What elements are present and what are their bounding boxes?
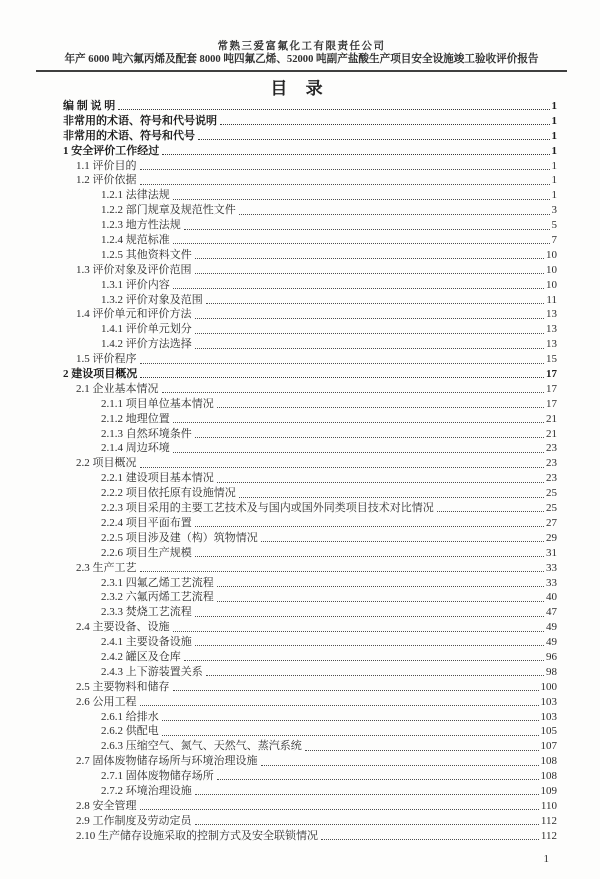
toc-entry-page-number: 107	[540, 740, 557, 753]
toc-entry	[63, 486, 557, 501]
toc-entry	[63, 769, 557, 784]
toc-entry-page-number: 23	[546, 472, 557, 485]
toc-entry-title: 2.1.3 自然环境条件	[101, 427, 192, 440]
toc-entry	[63, 263, 557, 278]
toc-entry-title: 2.7.2 环境治理设施	[101, 784, 192, 797]
toc-entry	[63, 635, 557, 650]
toc-list	[63, 99, 557, 844]
toc-entry-page-number: 5	[551, 219, 557, 232]
toc-entry	[63, 159, 557, 174]
toc-entry	[63, 337, 557, 352]
toc-entry-title: 2.4.2 罐区及仓库	[101, 650, 181, 663]
toc-entry-title: 2.7 固体废物储存场所与环境治理设施	[76, 755, 258, 768]
toc-entry	[63, 129, 557, 144]
toc-dot-leader	[173, 288, 544, 289]
toc-entry-title: 2.3.1 四氟乙烯工艺流程	[101, 576, 214, 589]
toc-dot-leader	[198, 139, 550, 140]
toc-entry-title: 2.1.2 地理位置	[101, 412, 170, 425]
toc-entry-title: 非常用的术语、符号和代号	[63, 129, 195, 142]
toc-entry-title: 2.3.3 焚烧工艺流程	[101, 606, 192, 619]
toc-entry	[63, 814, 557, 829]
toc-entry-page-number: 47	[546, 606, 557, 619]
toc-entry-page-number: 31	[546, 546, 557, 559]
toc-entry	[63, 427, 557, 442]
page-number: 1	[543, 853, 549, 865]
toc-entry-title: 2.6.2 供配电	[101, 725, 159, 738]
toc-entry-page-number: 25	[546, 487, 557, 500]
toc-entry	[63, 99, 557, 114]
toc-entry-page-number: 23	[546, 442, 557, 455]
toc-entry	[63, 531, 557, 546]
toc-entry	[63, 278, 557, 293]
toc-entry	[63, 710, 557, 725]
toc-entry-page-number: 40	[546, 591, 557, 604]
toc-dot-leader	[206, 675, 544, 676]
toc-entry-page-number: 11	[546, 293, 557, 306]
toc-entry-page-number: 29	[546, 531, 557, 544]
toc-dot-leader	[173, 243, 550, 244]
toc-entry-title: 2.7.1 固体废物储存场所	[101, 770, 214, 783]
toc-entry-page-number: 109	[540, 784, 557, 797]
toc-dot-leader	[140, 377, 544, 378]
toc-dot-leader	[217, 601, 544, 602]
toc-entry-page-number: 98	[546, 665, 557, 678]
toc-dot-leader	[321, 839, 539, 840]
toc-entry-page-number: 112	[540, 814, 557, 827]
toc-dot-leader	[261, 765, 539, 766]
toc-entry-page-number: 3	[551, 204, 557, 217]
toc-entry	[63, 605, 557, 620]
toc-entry	[63, 680, 557, 695]
toc-entry-title: 1.2.2 部门规章及规范性文件	[101, 204, 236, 217]
toc-entry	[63, 352, 557, 367]
toc-entry-page-number: 96	[546, 650, 557, 663]
toc-entry-title: 2.2.4 项目平面布置	[101, 516, 192, 529]
toc-dot-leader	[195, 526, 544, 527]
toc-entry-title: 2.6.1 给排水	[101, 710, 159, 723]
toc-entry-title: 非常用的术语、符号和代号说明	[63, 114, 217, 127]
toc-entry	[63, 188, 557, 203]
toc-dot-leader	[184, 660, 544, 661]
toc-entry-page-number: 33	[546, 576, 557, 589]
toc-entry	[63, 218, 557, 233]
toc-entry-title: 1.1 评价目的	[76, 159, 137, 172]
toc-entry	[63, 620, 557, 635]
toc-dot-leader	[173, 452, 544, 453]
toc-entry-title: 1.3.2 评价对象及范围	[101, 293, 203, 306]
toc-entry	[63, 799, 557, 814]
toc-entry	[63, 546, 557, 561]
toc-entry	[63, 590, 557, 605]
toc-dot-leader	[217, 407, 544, 408]
toc-dot-leader	[195, 437, 544, 438]
toc-entry-page-number: 27	[546, 516, 557, 529]
toc-dot-leader	[173, 631, 545, 632]
toc-entry-title: 2.4.1 主要设备设施	[101, 636, 192, 649]
toc-dot-leader	[195, 348, 544, 349]
toc-entry	[63, 382, 557, 397]
toc-entry-page-number: 10	[546, 278, 557, 291]
toc-entry-title: 1.3.1 评价内容	[101, 278, 170, 291]
toc-entry-page-number: 100	[540, 680, 557, 693]
toc-entry	[63, 739, 557, 754]
toc-entry-page-number: 103	[540, 695, 557, 708]
toc-entry	[63, 501, 557, 516]
toc-dot-leader	[162, 392, 545, 393]
toc-entry	[63, 173, 557, 188]
toc-entry-title: 2.2 项目概况	[76, 457, 137, 470]
toc-entry-title: 2.10 生产储存设施采取的控制方式及安全联锁情况	[76, 829, 318, 842]
toc-entry-page-number: 1	[551, 114, 557, 127]
toc-entry	[63, 412, 557, 427]
toc-dot-leader	[305, 750, 539, 751]
toc-dot-leader	[195, 318, 545, 319]
header-company-name: 常熟三爱富氟化工有限责任公司	[217, 41, 386, 52]
toc-entry	[63, 322, 557, 337]
toc-entry-title: 1.4.2 评价方法选择	[101, 338, 192, 351]
toc-entry-title: 1.4.1 评价单元划分	[101, 323, 192, 336]
toc-entry-page-number: 33	[546, 561, 557, 574]
toc-entry-title: 2.2.6 项目生产规模	[101, 546, 192, 559]
toc-entry-title: 2.3.2 六氟丙烯工艺流程	[101, 591, 214, 604]
toc-entry-title: 2.1.1 项目单位基本情况	[101, 397, 214, 410]
toc-entry-title: 1.2.3 地方性法规	[101, 219, 181, 232]
toc-dot-leader	[195, 556, 544, 557]
toc-entry-page-number: 110	[540, 799, 557, 812]
toc-dot-leader	[239, 214, 550, 215]
toc-entry	[63, 233, 557, 248]
toc-dot-leader	[195, 824, 539, 825]
toc-entry	[63, 754, 557, 769]
toc-entry-title: 1.2.4 规范标准	[101, 234, 170, 247]
toc-entry-page-number: 1	[551, 100, 557, 112]
toc-entry-page-number: 21	[546, 412, 557, 425]
toc-dot-leader	[195, 794, 539, 795]
toc-entry-page-number: 17	[546, 382, 557, 395]
toc-entry-page-number: 108	[540, 770, 557, 783]
toc-entry	[63, 203, 557, 218]
toc-entry-title: 2.2.2 项目依托原有设施情况	[101, 487, 236, 500]
toc-entry-page-number: 112	[540, 829, 557, 842]
toc-entry-title: 1.2.1 法律法规	[101, 189, 170, 202]
toc-entry-title: 2.6.3 压缩空气、氮气、天然气、蒸汽系统	[101, 740, 302, 753]
toc-dot-leader	[195, 645, 544, 646]
toc-entry-title: 1 安全评价工作经过	[63, 144, 160, 157]
toc-entry-page-number: 1	[551, 189, 557, 202]
toc-entry	[63, 367, 557, 382]
toc-dot-leader	[140, 467, 545, 468]
toc-entry	[63, 784, 557, 799]
toc-entry-title: 2.4 主要设备、设施	[76, 621, 170, 634]
toc-dot-leader	[140, 705, 539, 706]
toc-dot-leader	[140, 571, 545, 572]
toc-entry-page-number: 10	[546, 263, 557, 276]
toc-entry-page-number: 15	[546, 353, 557, 366]
toc-entry-page-number: 21	[546, 427, 557, 440]
toc-dot-leader	[173, 690, 539, 691]
toc-dot-leader	[217, 482, 544, 483]
toc-entry-page-number: 103	[540, 710, 557, 723]
toc-entry-title: 2.3 生产工艺	[76, 561, 137, 574]
toc-dot-leader	[217, 779, 539, 780]
toc-entry	[63, 829, 557, 844]
toc-entry-page-number: 49	[546, 621, 557, 634]
toc-dot-leader	[140, 363, 545, 364]
toc-entry-page-number: 13	[546, 338, 557, 351]
toc-entry-title: 2.9 工作制度及劳动定员	[76, 814, 192, 827]
toc-entry-page-number: 1	[551, 159, 557, 172]
toc-dot-leader	[195, 616, 544, 617]
toc-entry-page-number: 25	[546, 502, 557, 515]
toc-dot-leader	[173, 199, 550, 200]
toc-dot-leader	[217, 586, 544, 587]
toc-entry-page-number: 13	[546, 308, 557, 321]
toc-entry	[63, 516, 557, 531]
toc-dot-leader	[220, 124, 550, 125]
toc-dot-leader	[195, 258, 544, 259]
toc-entry-title: 1.3 评价对象及评价范围	[76, 263, 192, 276]
toc-entry-page-number: 105	[540, 725, 557, 738]
toc-dot-leader	[239, 497, 544, 498]
toc-entry-title: 编 制 说 明	[63, 100, 116, 112]
toc-dot-leader	[162, 735, 539, 736]
toc-entry	[63, 561, 557, 576]
toc-entry-title: 2.8 安全管理	[76, 799, 137, 812]
toc-entry	[63, 471, 557, 486]
toc-entry-title: 2.1 企业基本情况	[76, 382, 159, 395]
toc-entry	[63, 695, 557, 710]
toc-entry-page-number: 17	[546, 368, 557, 381]
toc-entry-page-number: 13	[546, 323, 557, 336]
toc-entry-page-number: 17	[546, 397, 557, 410]
toc-entry-page-number: 23	[546, 457, 557, 470]
toc-dot-leader	[184, 229, 550, 230]
toc-entry	[63, 293, 557, 308]
toc-entry-title: 2.2.5 项目涉及建（构）筑物情况	[101, 531, 258, 544]
toc-entry-page-number: 10	[546, 248, 557, 261]
toc-entry	[63, 144, 557, 159]
toc-entry	[63, 114, 557, 129]
toc-entry-title: 1.5 评价程序	[76, 353, 137, 366]
toc-dot-leader	[195, 273, 545, 274]
toc-dot-leader	[140, 169, 550, 170]
toc-dot-leader	[162, 154, 549, 155]
toc-entry	[63, 248, 557, 263]
toc-dot-leader	[140, 809, 539, 810]
toc-dot-leader	[118, 109, 549, 110]
toc-dot-leader	[437, 511, 544, 512]
toc-entry-page-number: 1	[551, 174, 557, 187]
toc-entry-title: 2.4.3 上下游装置关系	[101, 665, 203, 678]
toc-entry	[63, 576, 557, 591]
toc-entry-page-number: 1	[551, 144, 557, 157]
header-report-title: 年产 6000 吨六氟丙烯及配套 8000 吨四氟乙烯、52000 吨副产盐酸生产项目安全设施竣工验收评价报告	[64, 54, 539, 65]
toc-entry-title: 2.1.4 周边环境	[101, 442, 170, 455]
toc-entry	[63, 397, 557, 412]
toc-entry-title: 2.6 公用工程	[76, 695, 137, 708]
toc-dot-leader	[261, 541, 544, 542]
toc-entry-page-number: 49	[546, 636, 557, 649]
toc-entry-title: 2.5 主要物料和储存	[76, 680, 170, 693]
document-header	[36, 40, 567, 72]
toc-entry	[63, 456, 557, 471]
toc-entry-title: 1.4 评价单元和评价方法	[76, 308, 192, 321]
toc-dot-leader	[195, 333, 544, 334]
toc-entry-page-number: 7	[551, 234, 557, 247]
toc-entry-page-number: 1	[551, 129, 557, 142]
toc-dot-leader	[173, 422, 544, 423]
toc-entry	[63, 307, 557, 322]
toc-entry	[63, 665, 557, 680]
toc-entry-title: 2.2.1 建设项目基本情况	[101, 472, 214, 485]
toc-entry-title: 2 建设项目概况	[63, 368, 138, 381]
toc-entry-title: 1.2 评价依据	[76, 174, 137, 187]
toc-dot-leader	[162, 720, 539, 721]
toc-entry	[63, 441, 557, 456]
toc-dot-leader	[206, 303, 545, 304]
toc-entry-title: 1.2.5 其他资料文件	[101, 248, 192, 261]
toc-title: 目 录	[270, 79, 330, 98]
toc-entry	[63, 724, 557, 739]
toc-dot-leader	[140, 184, 550, 185]
toc-entry	[63, 650, 557, 665]
toc-entry-title: 2.2.3 项目采用的主要工艺技术及与国内或国外同类项目技术对比情况	[101, 502, 434, 515]
toc-entry-page-number: 108	[540, 755, 557, 768]
